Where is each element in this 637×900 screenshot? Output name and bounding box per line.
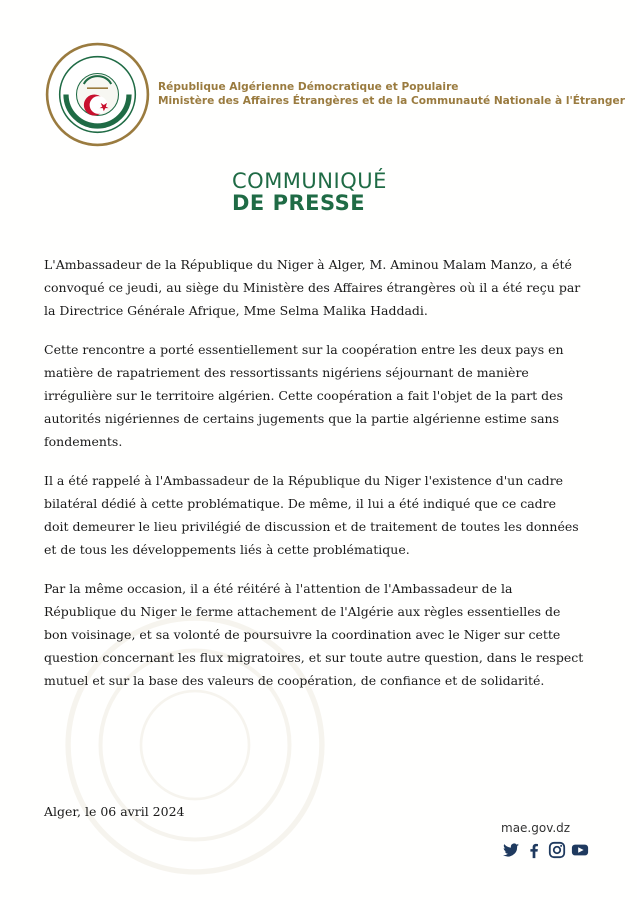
- youtube-icon[interactable]: [571, 841, 589, 859]
- instagram-icon[interactable]: [548, 841, 566, 859]
- title-communique: COMMUNIQUÉ: [232, 169, 387, 193]
- republic-name: République Algérienne Démocratique et Populaire: [158, 81, 459, 93]
- ministry-name: Ministère des Affaires Étrangères et de la Communauté Nationale à l'Étranger: [158, 95, 625, 107]
- ministry-header: [158, 80, 625, 108]
- twitter-icon[interactable]: [502, 841, 520, 859]
- paragraph-4: Par la même occasion, il a été réitéré à l'attention de l'Ambassadeur de la République du Niger le ferme attachement de l'Algérie aux règles essentielles de bon voisinage, et sa volonté de poursuivre la coordination avec le Niger sur cette question concernant les flux migratoires, et sur toute autre question, dans le respect mutuel et sur la base des valeurs de coopération, de confiance et de solidarité.: [44, 581, 584, 688]
- dateline: Alger, le 06 avril 2024: [44, 804, 185, 819]
- paragraph-2: Cette rencontre a porté essentiellement sur la coopération entre les deux pays en matière de rapatriement des ressortissants nigériens séjournant de manière irrégulière sur le territoire algérien. Cette coopération a fait l'objet de la part des autorités nigériennes de certains jugements que la partie algérienne estime sans fondements.: [44, 342, 564, 449]
- ministry-logo: [45, 42, 150, 147]
- facebook-icon[interactable]: [525, 841, 543, 859]
- paragraph-3: Il a été rappelé à l'Ambassadeur de la République du Niger l'existence d'un cadre bilatéral dédié à cette problématique. De même, il lui a été indiqué que ce cadre doit demeurer le lieu privilégié de discussion et de traitement de toutes les données et de tous les développements liés à cette problématique.: [44, 473, 579, 557]
- website-link[interactable]: mae.gov.dz: [501, 821, 571, 835]
- press-release-body: [44, 253, 584, 708]
- title-de-presse: DE PRESSE: [232, 191, 366, 215]
- document-title: [232, 170, 387, 214]
- social-icons: [502, 841, 589, 859]
- paragraph-1: L'Ambassadeur de la République du Niger à Alger, M. Aminou Malam Manzo, a été convoqué ce jeudi, au siège du Ministère des Affaires étrangères où il a été reçu par la Directrice Générale Afrique, Mme Selma Malika Haddadi.: [44, 257, 581, 318]
